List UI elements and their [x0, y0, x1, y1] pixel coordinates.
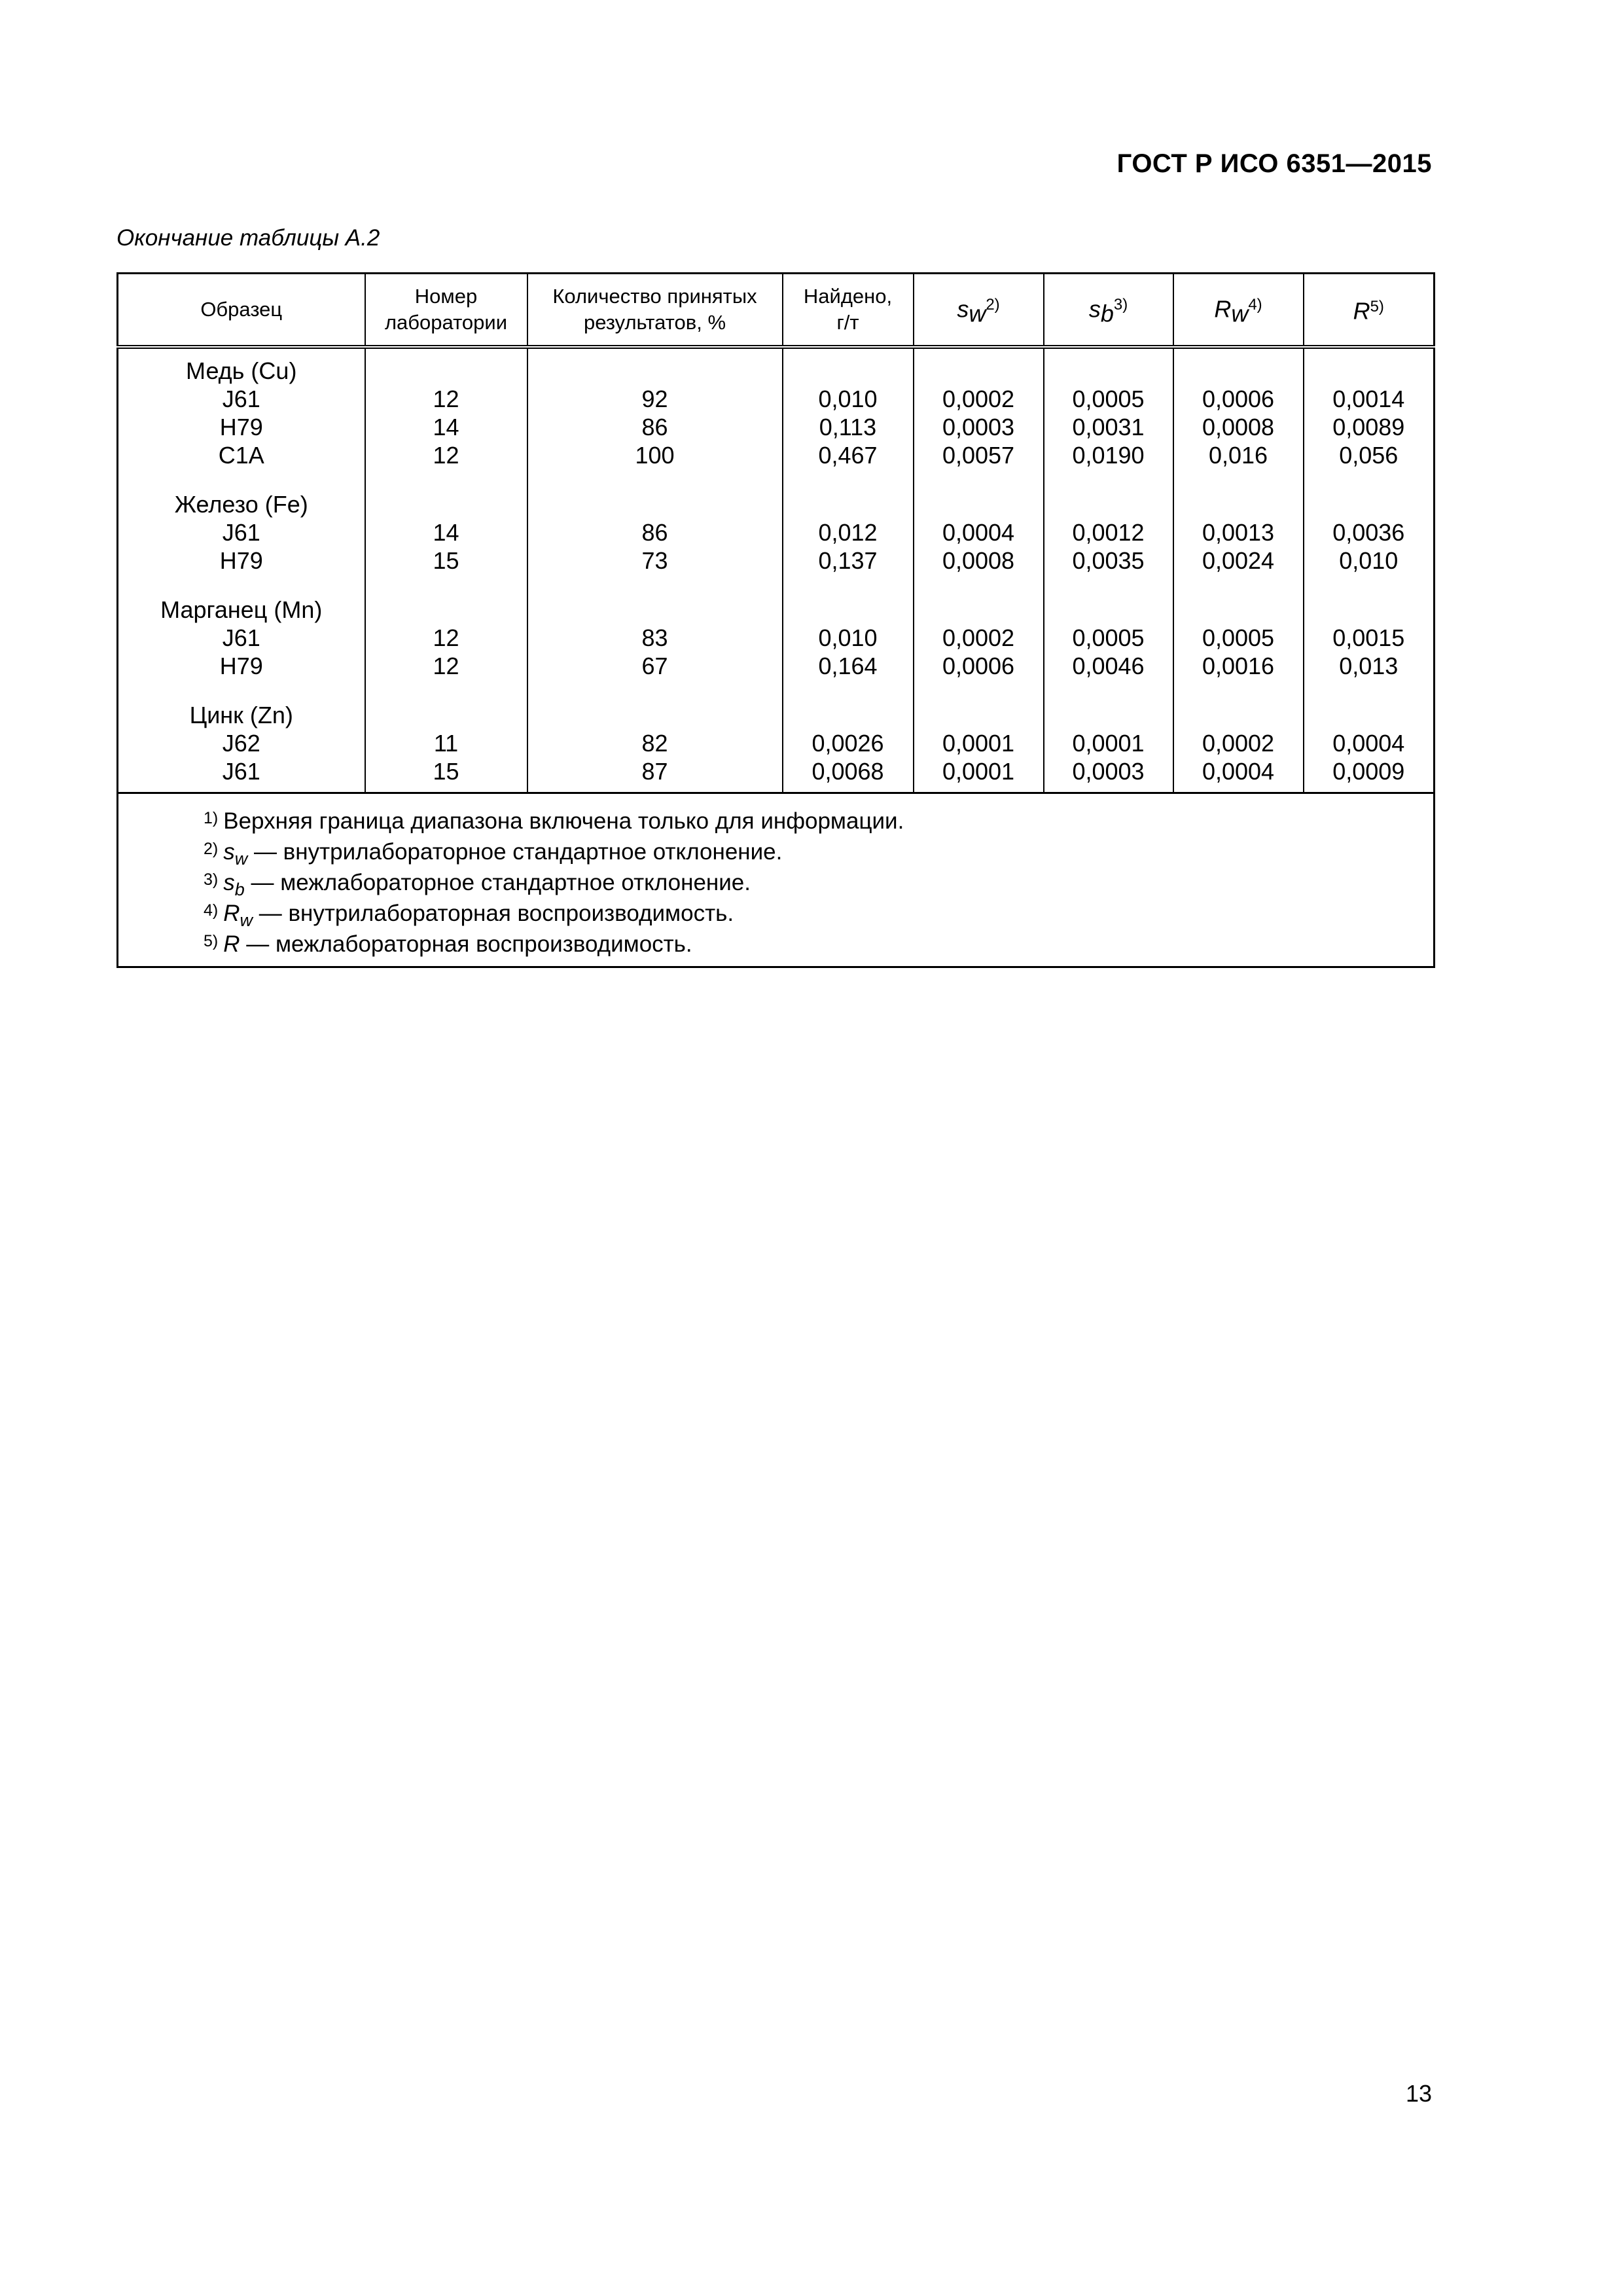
- group-spacer: [917, 680, 1041, 701]
- footnotes-row: [118, 793, 1435, 967]
- footnote-mark: 5): [204, 932, 219, 950]
- results-table: [116, 272, 1435, 968]
- cell-found: 0,0026: [812, 730, 884, 757]
- group-heading-spacer: [368, 596, 524, 624]
- cell-found: 0,012: [818, 519, 878, 546]
- page-number: 13: [1405, 2080, 1432, 2107]
- group-heading-spacer: [531, 596, 779, 624]
- cell-sb: 0,0190: [1072, 442, 1145, 469]
- cell-sample: J61: [222, 386, 260, 412]
- group-heading-spacer: [1177, 701, 1300, 729]
- group-heading-spacer: [786, 701, 910, 729]
- cell-sample: H79: [219, 653, 263, 679]
- header-accepted-line1: Количество принятых: [552, 285, 757, 308]
- cell-rw: 0,0016: [1202, 653, 1275, 679]
- group-heading-spacer: [1047, 357, 1170, 385]
- cell-labs: 12: [433, 653, 459, 679]
- cell-labs: 11: [433, 730, 459, 757]
- standard-designation: ГОСТ Р ИСО 6351—2015: [1116, 149, 1432, 178]
- cell-rw: 0,0002: [1202, 730, 1275, 757]
- cell-labs: 12: [433, 624, 459, 651]
- cell-sample: J62: [222, 730, 260, 757]
- header-lab-number-line2: лаборатории: [384, 311, 508, 334]
- group-heading-spacer: [1307, 490, 1431, 518]
- group-spacer: [368, 680, 524, 701]
- column-rw: [1173, 347, 1304, 793]
- header-sw-note: 2): [986, 296, 1000, 314]
- cell-labs: 12: [433, 442, 459, 469]
- table-body-row: [118, 347, 1435, 793]
- cell-found: 0,0068: [812, 758, 884, 785]
- group-heading-spacer: [1177, 490, 1300, 518]
- cell-r: 0,056: [1339, 442, 1399, 469]
- cell-r: 0,0036: [1332, 519, 1405, 546]
- cell-accepted: 73: [641, 547, 668, 574]
- group-spacer: [786, 469, 910, 490]
- cell-r: 0,0089: [1332, 414, 1405, 440]
- group-heading-spacer: [786, 357, 910, 385]
- group-spacer: [368, 469, 524, 490]
- cell-rw: 0,0005: [1202, 624, 1275, 651]
- header-sw-subscript: w: [969, 300, 986, 327]
- cell-accepted: 82: [641, 730, 668, 757]
- header-sample: [118, 274, 365, 348]
- footnote-subscript: w: [234, 849, 248, 869]
- group-heading-spacer: [1177, 357, 1300, 385]
- group-heading-spacer: [786, 596, 910, 624]
- cell-sw: 0,0001: [942, 730, 1015, 757]
- header-found: [783, 274, 914, 348]
- cell-sw: 0,0002: [942, 386, 1015, 412]
- footnotes: [118, 793, 1435, 967]
- footnote-text: Верхняя граница диапазона включена только для информации.: [223, 808, 904, 834]
- cell-found: 0,164: [818, 653, 878, 679]
- cell-labs: 14: [433, 414, 459, 440]
- cell-sample: C1A: [218, 442, 264, 469]
- footnote-symbol: s: [223, 870, 235, 895]
- group-spacer: [786, 680, 910, 701]
- group-spacer: [1307, 469, 1431, 490]
- group-heading-spacer: [368, 357, 524, 385]
- group-spacer: [531, 469, 779, 490]
- group-heading-spacer: [1307, 596, 1431, 624]
- group-spacer: [368, 575, 524, 596]
- group-heading-spacer: [531, 357, 779, 385]
- cell-sb: 0,0001: [1072, 730, 1145, 757]
- group-spacer: [786, 575, 910, 596]
- element-group-heading: Цинк (Zn): [189, 702, 293, 728]
- group-heading-spacer: [1307, 357, 1431, 385]
- column-sample: [118, 347, 365, 793]
- cell-labs: 15: [433, 758, 459, 785]
- group-spacer: [1307, 575, 1431, 596]
- header-sb-note: 3): [1113, 296, 1128, 314]
- header-accepted-results: [527, 274, 783, 348]
- cell-sw: 0,0006: [942, 653, 1015, 679]
- footnote-mark: 4): [204, 901, 219, 920]
- group-spacer: [1177, 469, 1300, 490]
- table-caption: Окончание таблицы А.2: [116, 225, 380, 251]
- group-heading-spacer: [917, 490, 1041, 518]
- column-accepted-results: [527, 347, 783, 793]
- header-rw-subscript: w: [1231, 300, 1249, 327]
- cell-sb: 0,0046: [1072, 653, 1145, 679]
- header-sample-label: Образец: [200, 298, 283, 321]
- group-spacer: [1047, 680, 1170, 701]
- column-lab-number: [365, 347, 527, 793]
- group-heading-spacer: [531, 701, 779, 729]
- footnote: [204, 865, 1433, 899]
- header-rw-note: 4): [1248, 296, 1262, 314]
- cell-found: 0,467: [818, 442, 878, 469]
- cell-sw: 0,0008: [942, 547, 1015, 574]
- footnote-text: — межлабораторное стандартное отклонение.: [244, 870, 751, 895]
- cell-accepted: 100: [635, 442, 675, 469]
- column-sb: [1044, 347, 1173, 793]
- header-sw: [914, 274, 1044, 348]
- footnote-text: — внутрилабораторное стандартное отклонение.: [247, 839, 783, 865]
- group-spacer: [531, 680, 779, 701]
- cell-accepted: 87: [641, 758, 668, 785]
- cell-sample: J61: [222, 624, 260, 651]
- element-group-heading: Марганец (Mn): [160, 596, 323, 623]
- group-spacer: [917, 469, 1041, 490]
- header-r: [1304, 274, 1435, 348]
- footnote-subscript: b: [234, 880, 245, 899]
- group-spacer: [1047, 575, 1170, 596]
- group-heading-spacer: [1047, 701, 1170, 729]
- cell-accepted: 67: [641, 653, 668, 679]
- header-lab-number-line1: Номер: [414, 285, 478, 308]
- group-spacer: [1047, 469, 1170, 490]
- cell-labs: 12: [433, 386, 459, 412]
- cell-sb: 0,0005: [1072, 624, 1145, 651]
- cell-r: 0,0009: [1332, 758, 1405, 785]
- footnote-mark: 3): [204, 870, 219, 889]
- group-heading-spacer: [917, 701, 1041, 729]
- header-rw-symbol: R: [1214, 295, 1232, 323]
- cell-rw: 0,0008: [1202, 414, 1275, 440]
- header-sb: [1044, 274, 1173, 348]
- cell-sw: 0,0057: [942, 442, 1015, 469]
- group-heading-spacer: [1047, 596, 1170, 624]
- cell-sb: 0,0005: [1072, 386, 1145, 412]
- header-lab-number: [365, 274, 527, 348]
- cell-sw: 0,0004: [942, 519, 1015, 546]
- cell-r: 0,0015: [1332, 624, 1405, 651]
- cell-r: 0,013: [1339, 653, 1399, 679]
- cell-sample: J61: [222, 519, 260, 546]
- cell-rw: 0,0013: [1202, 519, 1275, 546]
- group-spacer: [1307, 680, 1431, 701]
- cell-accepted: 92: [641, 386, 668, 412]
- group-spacer: [121, 575, 362, 596]
- cell-sb: 0,0003: [1072, 758, 1145, 785]
- header-r-note: 5): [1370, 297, 1384, 315]
- footnote-subscript: w: [240, 910, 253, 930]
- cell-sample: J61: [222, 758, 260, 785]
- group-heading-spacer: [368, 490, 524, 518]
- cell-labs: 14: [433, 519, 459, 546]
- cell-found: 0,137: [818, 547, 878, 574]
- group-spacer: [531, 575, 779, 596]
- column-r: [1304, 347, 1435, 793]
- cell-accepted: 83: [641, 624, 668, 651]
- cell-found: 0,010: [818, 624, 878, 651]
- footnote-text: — межлабораторная воспроизводимость.: [240, 931, 692, 957]
- footnote-symbol: R: [223, 931, 240, 957]
- cell-rw: 0,0006: [1202, 386, 1275, 412]
- element-group-heading: Медь (Cu): [186, 357, 297, 384]
- header-rw: [1173, 274, 1304, 348]
- footnote-mark: 1): [204, 809, 219, 827]
- cell-sb: 0,0035: [1072, 547, 1145, 574]
- footnote-mark: 2): [204, 840, 219, 858]
- footnote: [204, 895, 1433, 930]
- header-sw-symbol: s: [957, 295, 969, 323]
- footnote-symbol: R: [223, 901, 240, 926]
- group-spacer: [917, 575, 1041, 596]
- header-found-line1: Найдено,: [803, 285, 893, 308]
- cell-sample: H79: [219, 547, 263, 574]
- group-heading-spacer: [531, 490, 779, 518]
- footnote: [204, 926, 1433, 957]
- element-group-heading: Железо (Fe): [174, 491, 308, 518]
- cell-labs: 15: [433, 547, 459, 574]
- cell-sample: H79: [219, 414, 263, 440]
- cell-rw: 0,0004: [1202, 758, 1275, 785]
- column-sw: [914, 347, 1044, 793]
- group-spacer: [121, 680, 362, 701]
- group-heading-spacer: [786, 490, 910, 518]
- cell-sw: 0,0001: [942, 758, 1015, 785]
- cell-accepted: 86: [641, 414, 668, 440]
- header-sb-subscript: b: [1100, 300, 1114, 327]
- group-spacer: [121, 469, 362, 490]
- cell-sw: 0,0003: [942, 414, 1015, 440]
- group-heading-spacer: [1047, 490, 1170, 518]
- cell-r: 0,0014: [1332, 386, 1405, 412]
- group-heading-spacer: [1307, 701, 1431, 729]
- header-r-symbol: R: [1353, 297, 1370, 325]
- cell-found: 0,113: [819, 414, 877, 440]
- table-header-row: [118, 274, 1435, 348]
- cell-r: 0,0004: [1332, 730, 1405, 757]
- column-found: [783, 347, 914, 793]
- footnote-text: — внутрилабораторная воспроизводимость.: [253, 901, 734, 926]
- cell-rw: 0,0024: [1202, 547, 1275, 574]
- cell-found: 0,010: [818, 386, 878, 412]
- group-heading-spacer: [917, 596, 1041, 624]
- cell-rw: 0,016: [1208, 442, 1268, 469]
- group-heading-spacer: [1177, 596, 1300, 624]
- footnote-symbol: s: [223, 839, 235, 865]
- group-heading-spacer: [368, 701, 524, 729]
- cell-sb: 0,0031: [1072, 414, 1145, 440]
- cell-r: 0,010: [1339, 547, 1399, 574]
- group-spacer: [1177, 680, 1300, 701]
- footnote: [204, 803, 1433, 834]
- footnote: [204, 834, 1433, 869]
- cell-sb: 0,0012: [1072, 519, 1145, 546]
- cell-sw: 0,0002: [942, 624, 1015, 651]
- header-accepted-line2: результатов, %: [583, 311, 726, 334]
- group-heading-spacer: [917, 357, 1041, 385]
- cell-accepted: 86: [641, 519, 668, 546]
- header-found-line2: г/т: [836, 311, 859, 334]
- header-sb-symbol: s: [1088, 295, 1101, 323]
- group-spacer: [1177, 575, 1300, 596]
